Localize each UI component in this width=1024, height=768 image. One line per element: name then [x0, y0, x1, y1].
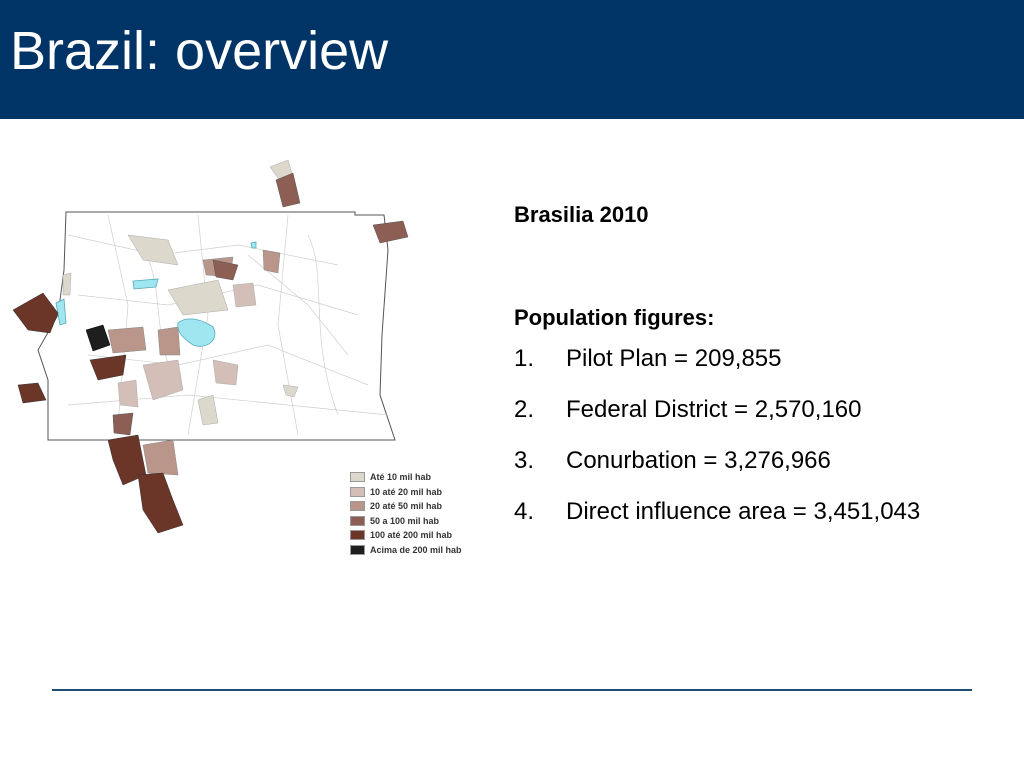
title-bar: [0, 0, 1024, 119]
list-number: 4.: [514, 498, 535, 525]
bottom-divider: [52, 689, 972, 691]
legend-item: [350, 499, 462, 514]
list-text: Direct influence area = 3,451,043: [566, 498, 921, 525]
list-item: [514, 435, 1014, 486]
legend-label: 20 até 50 mil hab: [370, 501, 443, 512]
legend-item: [350, 543, 462, 558]
map-legend: [350, 470, 462, 557]
list-number: 1.: [514, 345, 535, 372]
legend-label: 10 até 20 mil hab: [370, 486, 443, 497]
list-item: [514, 333, 1014, 384]
slide-title: Brazil: overview: [10, 21, 389, 81]
federal-district-outline: [38, 212, 395, 440]
legend-swatch: [350, 472, 365, 482]
legend-label: Acima de 200 mil hab: [370, 544, 462, 555]
list-text: Pilot Plan = 209,855: [566, 345, 782, 372]
legend-swatch: [350, 487, 365, 497]
content-panel: [514, 200, 1014, 537]
legend-swatch: [350, 530, 365, 540]
legend-label: 50 a 100 mil hab: [370, 515, 440, 526]
legend-swatch: [350, 516, 365, 526]
legend-swatch: [350, 501, 365, 511]
list-number: 3.: [514, 447, 535, 474]
list-number: 2.: [514, 396, 535, 423]
list-item: [514, 384, 1014, 435]
content-heading: Brasilia 2010: [514, 202, 649, 227]
legend-label: 100 até 200 mil hab: [370, 530, 453, 541]
legend-item: [350, 528, 462, 543]
list-item: [514, 486, 1014, 537]
list-text: Conurbation = 3,276,966: [566, 447, 831, 474]
legend-swatch: [350, 545, 365, 555]
legend-item: [350, 470, 462, 485]
legend-item: [350, 485, 462, 500]
legend-label: Até 10 mil hab: [370, 472, 432, 483]
content-subheading: Population figures:: [514, 305, 715, 330]
legend-item: [350, 514, 462, 529]
population-list: [514, 333, 1014, 537]
list-text: Federal District = 2,570,160: [566, 396, 862, 423]
